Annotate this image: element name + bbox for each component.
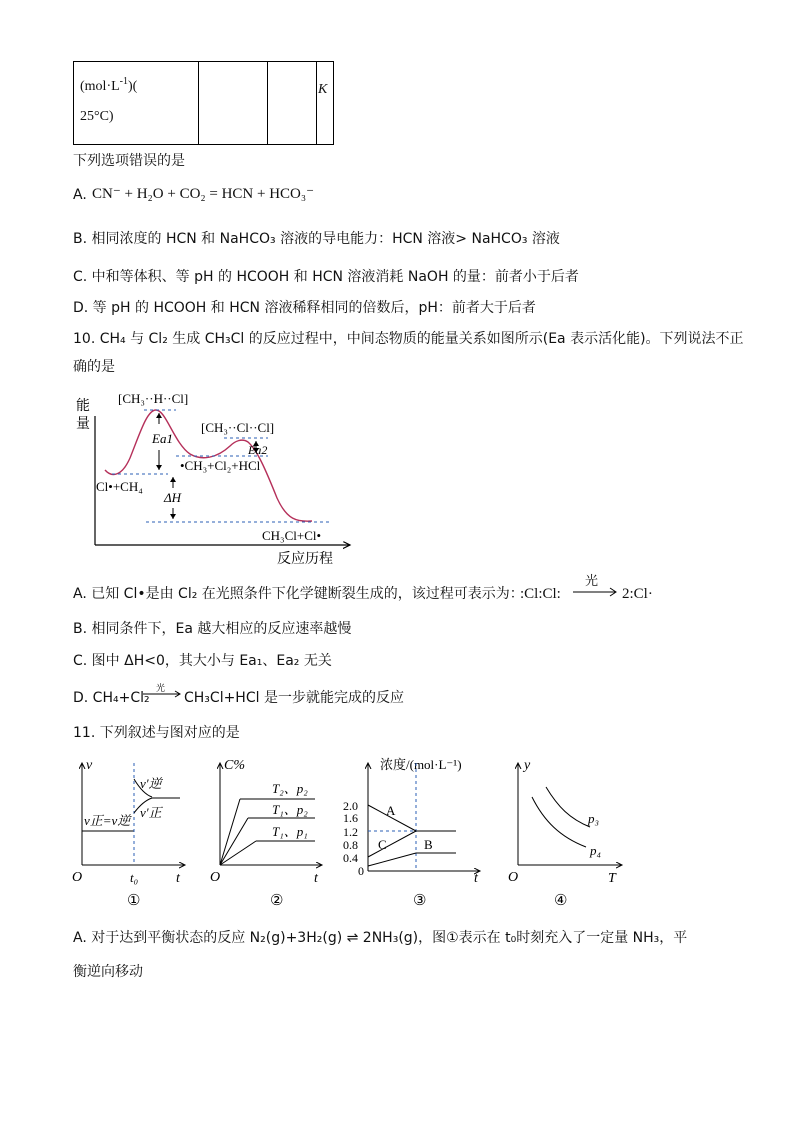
g4-o: O	[508, 870, 519, 885]
g3-c: C	[378, 837, 387, 852]
g2-label: ②	[270, 893, 284, 909]
g1-t0: t₀	[130, 870, 139, 885]
mid-label: •CH₃+Cl₂+HCl	[180, 458, 261, 473]
g3-label: ③	[413, 893, 427, 909]
light-arrow-d	[142, 682, 182, 700]
g1-o: O	[72, 870, 83, 885]
table-cell-unit	[74, 62, 199, 145]
q11-option-a-line1: A. 对于达到平衡状态的反应 N₂(g)+3H₂(g) ⇌ 2NH₃(g)，图①表示在 t₀时刻充入了一定量 NH₃，平	[73, 930, 688, 946]
g3-tick-1: 1.6	[343, 811, 358, 825]
light-arrow	[571, 575, 619, 597]
g4-p4: p₄	[590, 843, 602, 858]
light-label-d: 光	[156, 684, 166, 694]
unit-sup: -1	[119, 76, 128, 87]
g4-y: y	[524, 758, 531, 773]
q10-option-c: C. 图中 ΔH<0，其大小与 Ea₁、Ea₂ 无关	[73, 653, 332, 669]
g1-label: ①	[127, 893, 141, 909]
ea1-label: Ea1	[152, 431, 173, 446]
g3-tick-0: 2.0	[343, 799, 358, 813]
g2-o: O	[210, 870, 221, 885]
g2-l2: T₁、p₂	[272, 802, 308, 817]
g1-eq: v正=v逆	[84, 813, 131, 828]
lewis-cl2: :Cl:Cl:	[520, 586, 561, 602]
ts2-label: [CH₃··Cl··Cl]	[201, 420, 275, 435]
unit-line2: 25°C)	[80, 109, 114, 124]
table-cell-4	[317, 62, 334, 145]
q11-stem: 11. 下列叙述与图对应的是	[73, 725, 240, 741]
g2-y: C%	[224, 758, 245, 773]
g3-b: B	[424, 837, 433, 852]
q9-option-b: B. 相同浓度的 HCN 和 NaHCO₃ 溶液的导电能力：HCN 溶液> NaHCO₃ 溶液	[73, 231, 560, 247]
g3-tick-4: 0.4	[343, 851, 358, 865]
g2-x: t	[314, 871, 318, 886]
energy-diagram	[72, 388, 372, 568]
q10-option-b: B. 相同条件下，Ea 越大相应的反应速率越慢	[73, 621, 352, 637]
dh-label: ΔH	[164, 490, 182, 505]
g4-p3: p₃	[588, 811, 600, 826]
g1-vfwd: v′正	[140, 805, 162, 820]
ylabel-1: 能	[76, 399, 90, 414]
g1-y: v	[86, 758, 93, 773]
ea2-label: Ea2	[248, 443, 268, 457]
ts1-label: [CH₃··H··Cl]	[118, 391, 189, 406]
g4-x: T	[608, 871, 616, 886]
g3-tick-5: 0	[358, 864, 364, 878]
table-cell-3	[268, 62, 317, 145]
graph-3	[343, 757, 480, 909]
q10-option-a: A. 已知 Cl•是由 Cl₂ 在光照条件下化学键断裂生成的，该过程可表示为：	[73, 586, 524, 602]
q10-stem-line1: 10. CH₄ 与 Cl₂ 生成 CH₃Cl 的反应过程中，中间态物质的能量关系如图所示(Ea 表示活化能)。下列说法不正	[73, 331, 744, 347]
xlabel: 反应历程	[277, 552, 333, 567]
q9-option-a-equation: CN⁻ + H₂O + CO₂ = HCN + HCO₃⁻	[92, 186, 315, 202]
g3-tick-2: 1.2	[343, 825, 358, 839]
unit-line1: (mol·L	[80, 79, 120, 94]
g1-vrev: v′逆	[140, 776, 162, 791]
g3-y: 浓度/(mol·L⁻¹)	[380, 757, 462, 772]
g2-l3: T₁、p₁	[272, 824, 308, 839]
q10-stem-line2: 确的是	[73, 359, 115, 375]
g1-x: t	[176, 871, 180, 886]
data-table	[73, 61, 334, 145]
q9-option-c: C. 中和等体积、等 pH 的 HCOOH 和 HCN 溶液消耗 NaOH 的量：前者小于后者	[73, 269, 579, 285]
q9-stem: 下列选项错误的是	[73, 153, 185, 169]
clipped-k: K	[318, 82, 328, 97]
table-cell-2	[199, 62, 268, 145]
lewis-2cl: 2:Cl·	[622, 586, 653, 602]
g3-tick-3: 0.8	[343, 838, 358, 852]
q10-option-d-right: CH₃Cl+HCl 是一步就能完成的反应	[184, 690, 404, 706]
g4-label: ④	[554, 893, 568, 909]
q9-option-d: D. 等 pH 的 HCOOH 和 HCN 溶液稀释相同的倍数后，pH：前者大于后者	[73, 300, 536, 316]
q11-option-a-line2: 衡逆向移动	[73, 964, 143, 980]
light-label: 光	[585, 574, 599, 589]
q10-option-d-left: D. CH₄+Cl₂	[73, 690, 150, 706]
g2-l1: T₂、p₂	[272, 781, 308, 796]
q9-option-a-label: A.	[73, 187, 87, 203]
ylabel-2: 量	[76, 417, 90, 432]
unit-close: )(	[128, 79, 138, 94]
start-label: Cl•+CH₄	[96, 479, 143, 494]
graph-4	[508, 758, 622, 909]
g3-x: t	[474, 871, 478, 886]
graph-1	[72, 758, 185, 909]
end-label: CH₃Cl+Cl•	[262, 528, 322, 543]
q11-graphs	[70, 755, 730, 915]
g3-a: A	[386, 803, 396, 818]
graph-2	[210, 758, 322, 909]
